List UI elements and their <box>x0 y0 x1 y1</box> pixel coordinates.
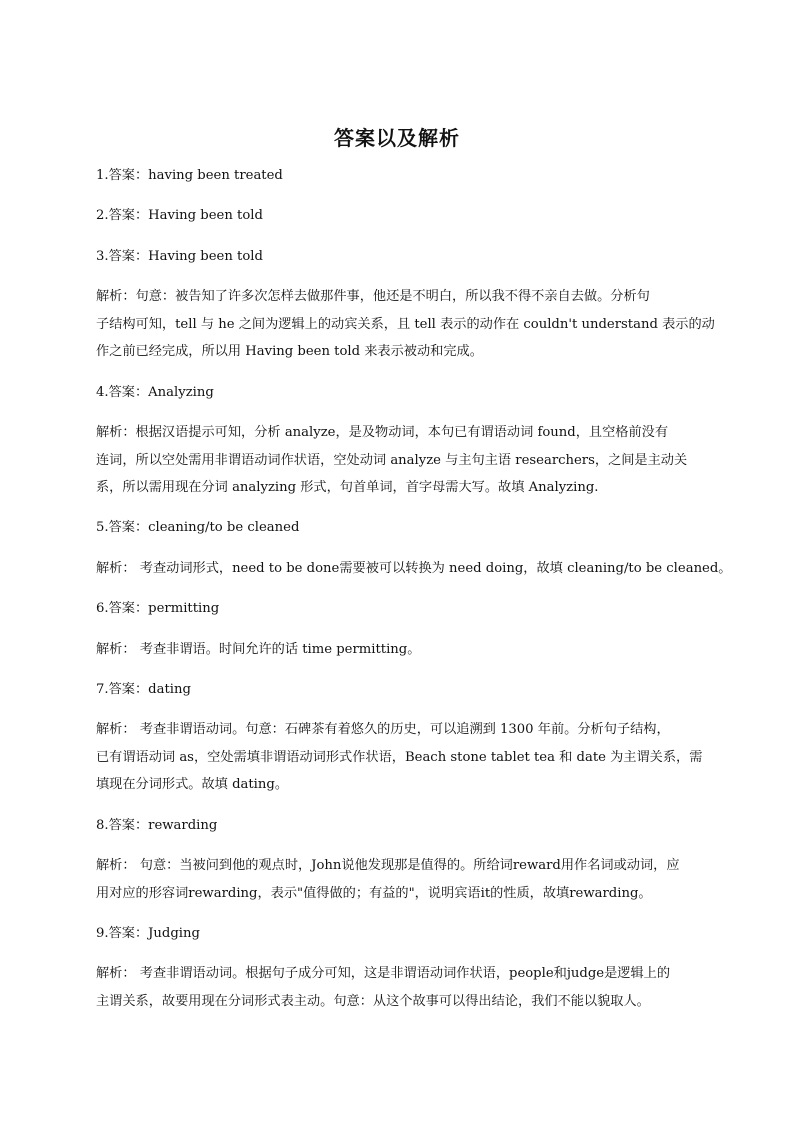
explanation-9-line-2: 主谓关系，故要用现在分词形式表主动。句意：从这个故事可以得出结论，我们不能以貌取人。 <box>96 994 650 1009</box>
explanation-8-line-2: 用对应的形容词rewarding，表示"值得做的；有益的"，说明宾语it的性质，故填rewarding。 <box>96 886 652 901</box>
answer-6: 6.答案：permitting <box>96 601 220 616</box>
explanation-6: 解析： 考查非谓语。时间允许的话 time permitting。 <box>96 642 421 657</box>
answer-4: 4.答案：Analyzing <box>96 385 214 400</box>
answer-8: 8.答案：rewarding <box>96 818 218 833</box>
explanation-5: 解析： 考查动词形式，need to be done需要被可以转换为 need doing，故填 cleaning/to be cleaned。 <box>96 561 732 576</box>
answer-9: 9.答案：Judging <box>96 926 200 941</box>
explanation-3-line-3: 作之前已经完成，所以用 Having been told 来表示被动和完成。 <box>96 344 483 359</box>
answer-3: 3.答案：Having been told <box>96 249 263 264</box>
answer-1: 1.答案：having been treated <box>96 168 283 183</box>
page-title: 答案以及解析 <box>334 126 460 150</box>
explanation-3-line-1: 解析：句意：被告知了许多次怎样去做那件事，他还是不明白，所以我不得不亲自去做。分析句 <box>96 289 650 304</box>
explanation-4-line-2: 连词，所以空处需用非谓语动词作状语，空处动词 analyze 与主句主语 researchers，之间是主动关 <box>96 453 688 468</box>
explanation-4-line-3: 系，所以需用现在分词 analyzing 形式，句首单词，首字母需大写。故填 Analyzing. <box>96 480 599 495</box>
explanation-9-line-1: 解析： 考查非谓语动词。根据句子成分可知，这是非谓语动词作状语，people和judge是逻辑上的 <box>96 966 671 981</box>
explanation-3-line-2: 子结构可知，tell 与 he 之间为逻辑上的动宾关系，且 tell 表示的动作在 couldn't understand 表示的动 <box>96 317 715 332</box>
answer-5: 5.答案：cleaning/to be cleaned <box>96 520 300 535</box>
answer-2: 2.答案：Having been told <box>96 208 263 223</box>
answer-7: 7.答案：dating <box>96 682 191 697</box>
explanation-4-line-1: 解析：根据汉语提示可知，分析 analyze，是及物动词，本句已有谓语动词 found，且空格前没有 <box>96 425 669 440</box>
explanation-8-line-1: 解析： 句意：当被问到他的观点时，John说他发现那是值得的。所给词reward用作名词或动词，应 <box>96 858 680 873</box>
explanation-7-line-2: 已有谓语动词 as，空处需填非谓语动词形式作状语，Beach stone tablet tea 和 date 为主谓关系，需 <box>96 750 703 765</box>
explanation-7-line-3: 填现在分词形式。故填 dating。 <box>96 777 289 792</box>
explanation-7-line-1: 解析： 考查非谓语动词。句意：石碑茶有着悠久的历史，可以追溯到 1300 年前。分析句子结构， <box>96 722 670 737</box>
